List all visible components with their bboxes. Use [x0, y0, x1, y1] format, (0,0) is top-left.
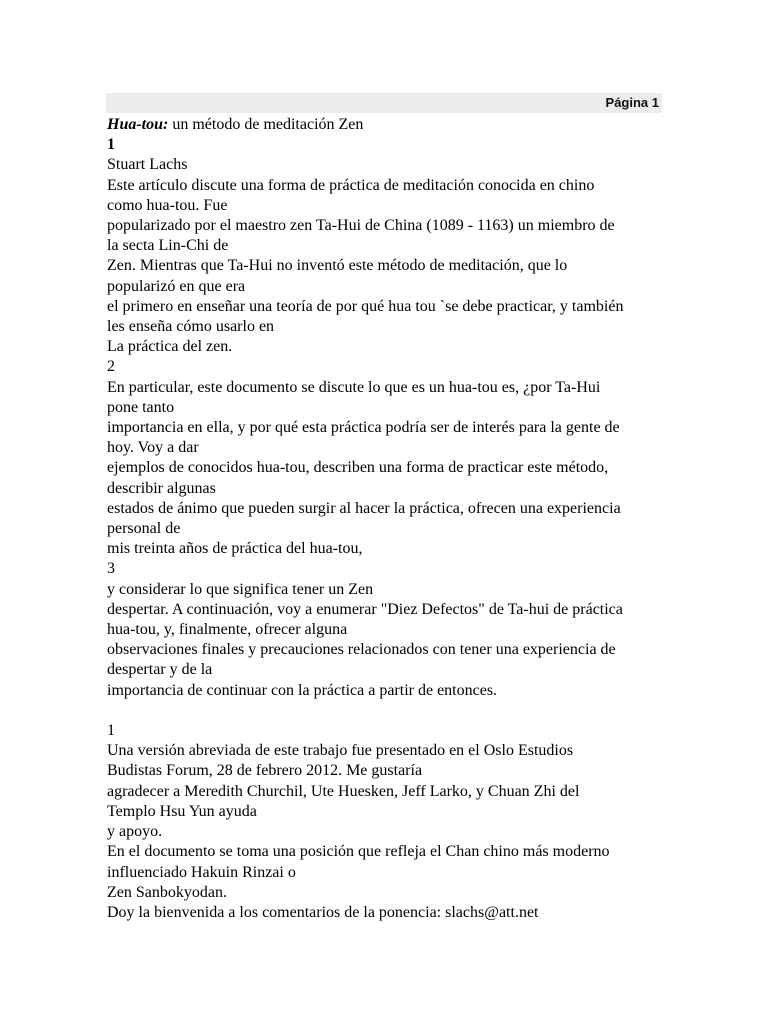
footnote-contact-line: Doy la bienvenida a los comentarios de la ponencia: slachs@att.net — [107, 903, 539, 921]
body-line: Este artículo discute una forma de práctica de meditación conocida en chino — [107, 176, 595, 194]
title-italic: Hua-tou: — [107, 116, 169, 133]
footnote-line: Budistas Forum, 28 de febrero 2012. Me gustaría — [107, 762, 423, 780]
body-line: mis treinta años de práctica del hua-tou, — [107, 540, 363, 558]
body-line: personal de — [107, 520, 181, 538]
footnote-line: Zen Sanbokyodan. — [107, 883, 227, 901]
body-line: pone tanto — [107, 398, 175, 416]
footnote-marker-3: 3 — [107, 560, 115, 578]
body-line: el primero en enseñar una teoría de por qué hua tou `se debe practicar, y también — [107, 297, 624, 315]
body-line: estados de ánimo que pueden surgir al hacer la práctica, ofrecen una experiencia — [107, 499, 621, 517]
body-line: Zen. Mientras que Ta-Hui no inventó este método de meditación, que lo — [107, 257, 568, 275]
footnote-number: 1 — [107, 722, 115, 740]
footnote-line: Una versión abreviada de este trabajo fue presentado en el Oslo Estudios — [107, 742, 574, 760]
body-line: importancia de continuar con la práctica a partir de entonces. — [107, 681, 498, 699]
document-body — [107, 115, 663, 923]
body-line: La práctica del zen. — [107, 338, 233, 356]
page-number: Página 1 — [605, 95, 659, 110]
footnote-line: Templo Hsu Yun ayuda — [107, 802, 257, 820]
body-line: hoy. Voy a dar — [107, 439, 199, 457]
footnote-line: En el documento se toma una posición que refleja el Chan chino más moderno — [107, 843, 610, 861]
body-line: hua-tou, y, finalmente, ofrecer alguna — [107, 621, 348, 639]
body-line: popularizó en que era — [107, 277, 246, 295]
footnote-line: y apoyo. — [107, 823, 163, 841]
body-line: la secta Lin-Chi de — [107, 237, 229, 255]
document-title — [107, 115, 663, 135]
body-line: describir algunas — [107, 479, 216, 497]
body-line: En particular, este documento se discute lo que es un hua-tou es, ¿por Ta-Hui — [107, 378, 601, 396]
page-header-bar — [106, 93, 662, 113]
body-line: como hua-tou. Fue — [107, 196, 228, 214]
body-line: despertar. A continuación, voy a enumerar "Diez Defectos" de Ta-hui de práctica — [107, 600, 623, 618]
footnote-marker-2: 2 — [107, 358, 115, 376]
body-line: popularizado por el maestro zen Ta-Hui de China (1089 - 1163) un miembro de — [107, 217, 615, 235]
footnote-line: influenciado Hakuin Rinzai o — [107, 863, 296, 881]
body-line: importancia en ella, y por qué esta práctica podría ser de interés para la gente de — [107, 419, 620, 437]
paragraph-spacer — [107, 701, 663, 721]
footnote-marker-1: 1 — [107, 136, 115, 154]
body-line: y considerar lo que significa tener un Zen — [107, 580, 374, 598]
body-line: les enseña cómo usarlo en — [107, 318, 275, 336]
body-line: despertar y de la — [107, 661, 213, 679]
footnote-line: agradecer a Meredith Churchil, Ute Huesken, Jeff Larko, y Chuan Zhi del — [107, 782, 580, 800]
title-rest: un método de meditación Zen — [168, 116, 364, 133]
author-name: Stuart Lachs — [107, 156, 188, 174]
body-line: ejemplos de conocidos hua-tou, describen una forma de practicar este método, — [107, 459, 609, 477]
body-line: observaciones finales y precauciones relacionados con tener una experiencia de — [107, 641, 616, 659]
